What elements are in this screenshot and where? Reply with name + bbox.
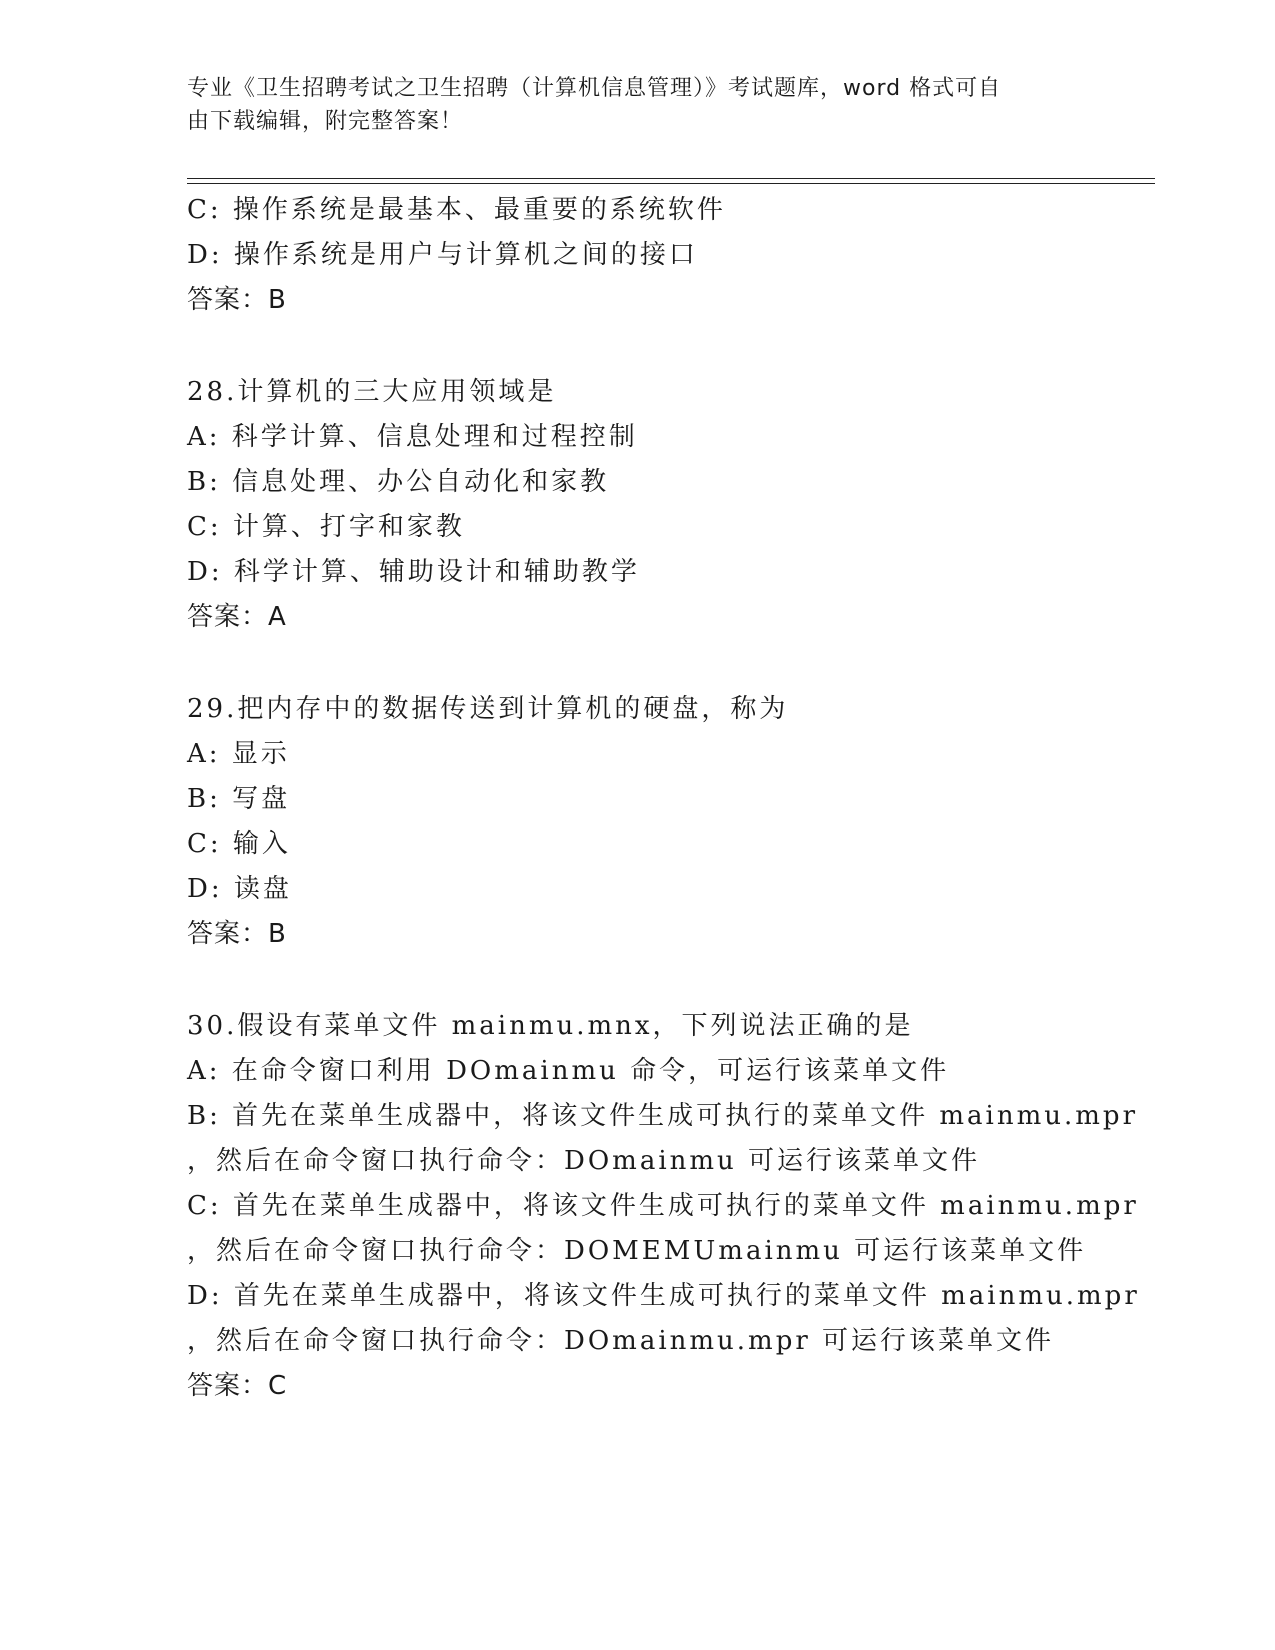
option-b: B: 信息处理、办公自动化和家教 bbox=[187, 467, 610, 497]
question-stem: 29.把内存中的数据传送到计算机的硬盘，称为 bbox=[187, 694, 789, 724]
header-divider-top bbox=[187, 178, 1155, 179]
option-a: A: 在命令窗口利用 DOmainmu 命令，可运行该菜单文件 bbox=[187, 1056, 950, 1086]
question-28 bbox=[187, 370, 1157, 640]
question-stem: 28.计算机的三大应用领域是 bbox=[187, 377, 557, 407]
header-line-1: 专业《卫生招聘考试之卫生招聘（计算机信息管理）》考试题库，word 格式可自 bbox=[187, 76, 1002, 101]
question-30 bbox=[187, 1004, 1157, 1409]
answer: 答案：B bbox=[187, 919, 287, 949]
answer: 答案：B bbox=[187, 285, 287, 315]
option-a: A: 显示 bbox=[187, 739, 290, 769]
option-d: D: 读盘 bbox=[187, 874, 292, 904]
document-header bbox=[187, 72, 1067, 138]
option-b: B: 写盘 bbox=[187, 784, 291, 814]
option-a: A: 科学计算、信息处理和过程控制 bbox=[187, 422, 638, 452]
option-c-line-1: C: 首先在菜单生成器中，将该文件生成可执行的菜单文件 mainmu.mpr bbox=[187, 1191, 1139, 1221]
answer: 答案：C bbox=[187, 1371, 288, 1401]
header-line-2: 由下载编辑，附完整答案！ bbox=[187, 109, 464, 134]
option-d: D: 操作系统是用户与计算机之间的接口 bbox=[187, 240, 698, 270]
option-d-line-1: D: 首先在菜单生成器中，将该文件生成可执行的菜单文件 mainmu.mpr bbox=[187, 1281, 1140, 1311]
question-gap bbox=[187, 957, 1157, 1004]
option-c: C: 计算、打字和家教 bbox=[187, 512, 465, 542]
question-27-tail bbox=[187, 188, 1157, 323]
header-divider-bottom bbox=[187, 183, 1155, 184]
answer: 答案：A bbox=[187, 602, 287, 632]
option-b-line-1: B: 首先在菜单生成器中，将该文件生成可执行的菜单文件 mainmu.mpr bbox=[187, 1101, 1139, 1131]
option-c: C: 操作系统是最基本、最重要的系统软件 bbox=[187, 195, 726, 225]
option-b-line-2: ，然后在命令窗口执行命令：DOmainmu 可运行该菜单文件 bbox=[187, 1146, 981, 1176]
option-c: C: 输入 bbox=[187, 829, 291, 859]
question-29 bbox=[187, 687, 1157, 957]
question-gap bbox=[187, 640, 1157, 687]
option-d: D: 科学计算、辅助设计和辅助教学 bbox=[187, 557, 640, 587]
question-stem: 30.假设有菜单文件 mainmu.mnx，下列说法正确的是 bbox=[187, 1011, 914, 1041]
question-gap bbox=[187, 323, 1157, 370]
option-c-line-2: ，然后在命令窗口执行命令：DOMEMUmainmu 可运行该菜单文件 bbox=[187, 1236, 1087, 1266]
question-list bbox=[187, 188, 1157, 1409]
option-d-line-2: ，然后在命令窗口执行命令：DOmainmu.mpr 可运行该菜单文件 bbox=[187, 1326, 1055, 1356]
